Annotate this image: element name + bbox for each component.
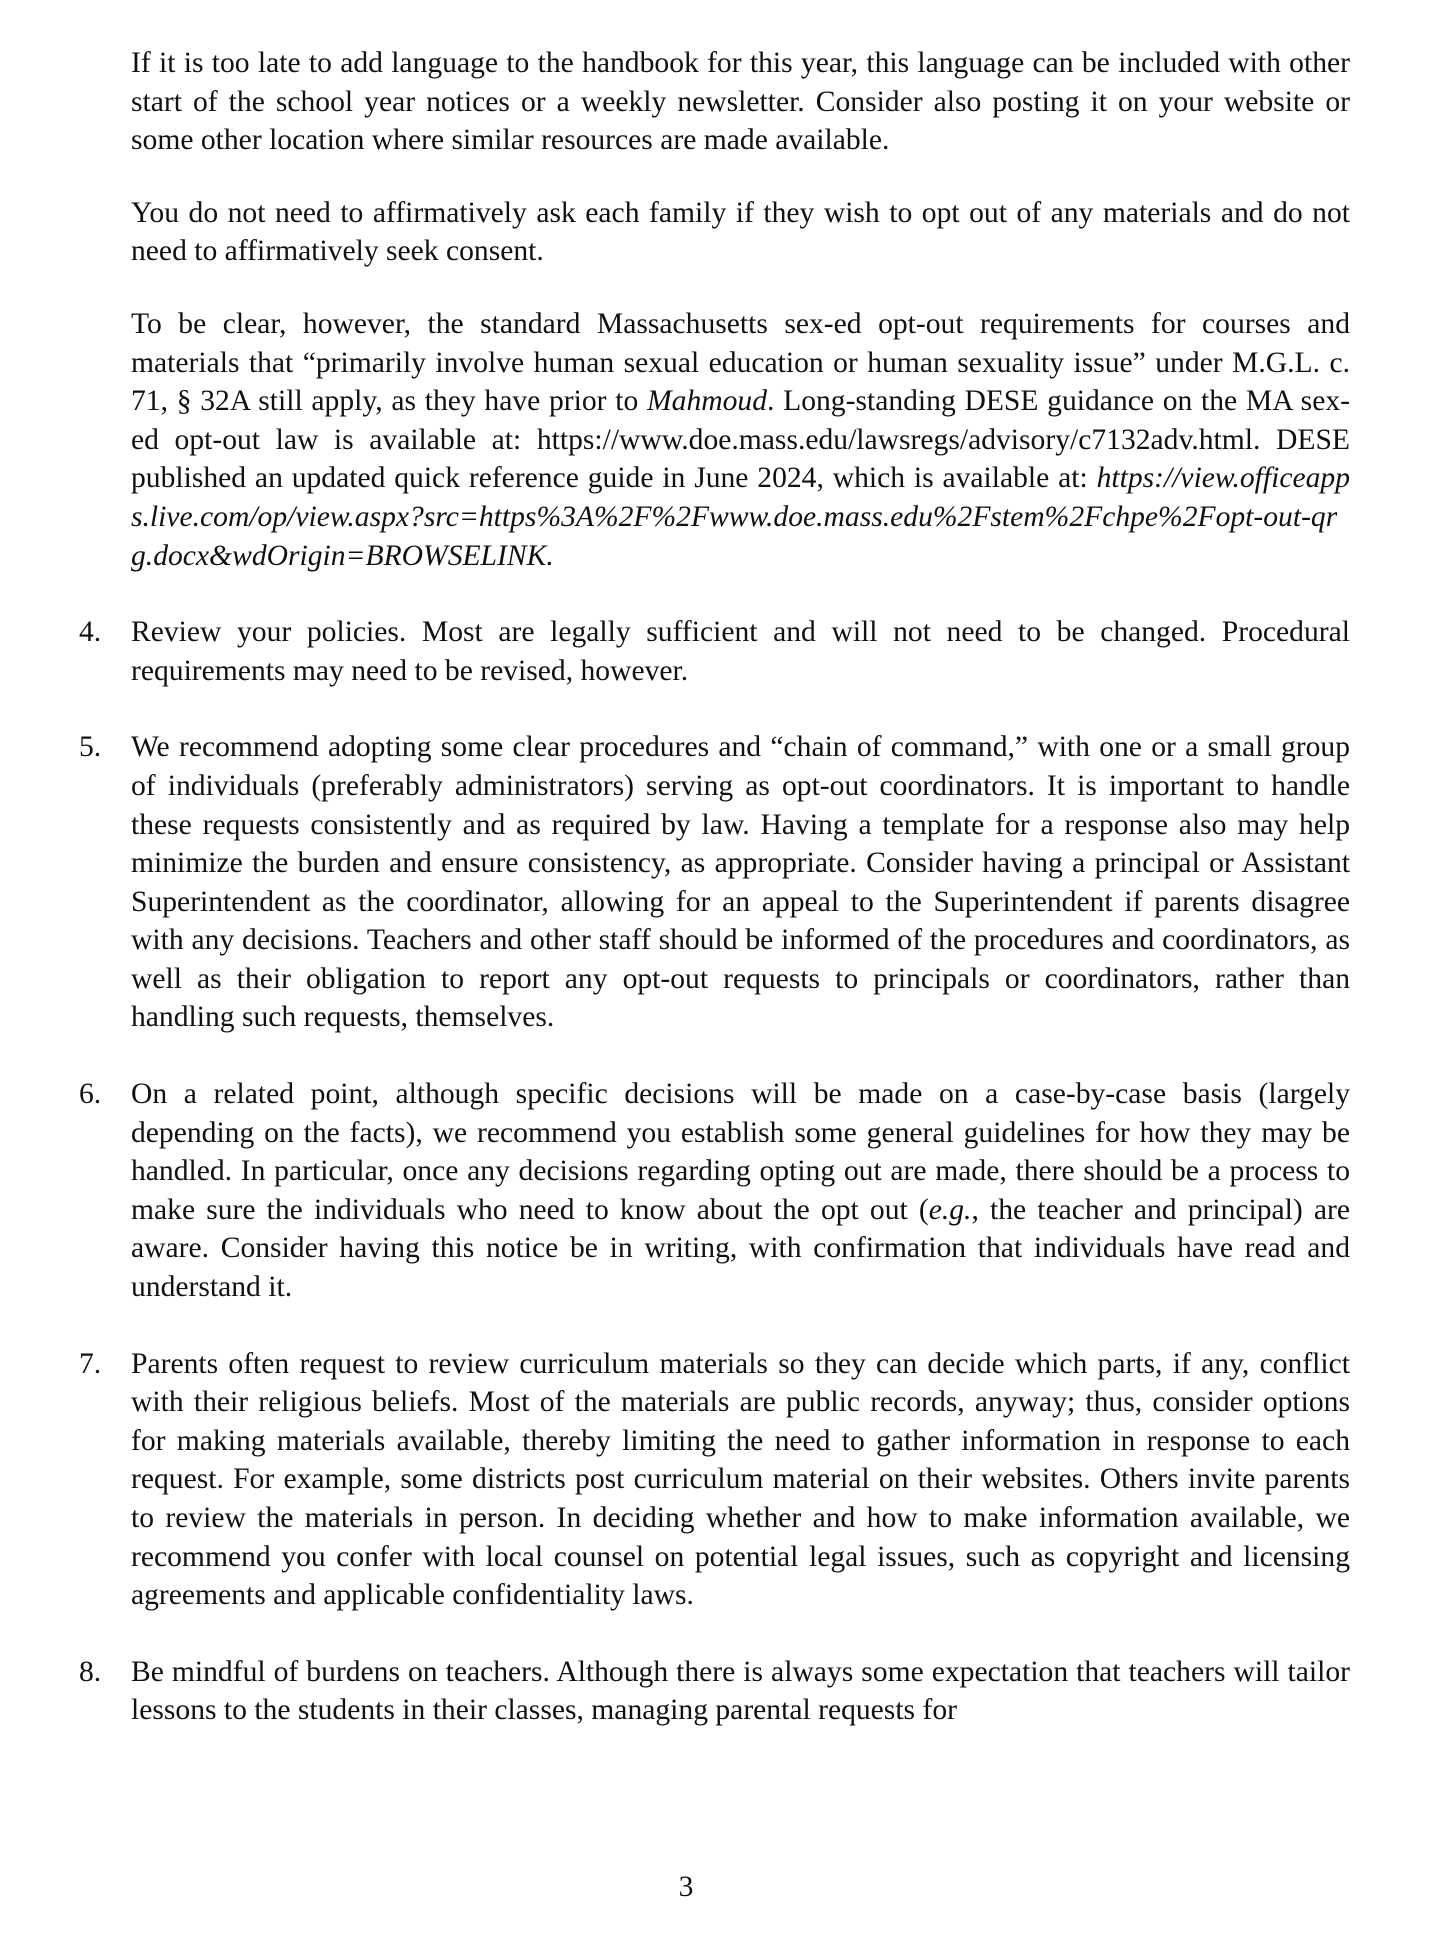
list-number: 8. <box>79 1655 102 1688</box>
list-item-6 <box>79 1075 1350 1307</box>
intro-paragraph-handbook: If it is too late to add language to the handbook for this year, this language can be included with other start of the school year notices or a weekly newsletter. Consider also posting it on your website or some other location where similar resources are made available. <box>131 47 1350 157</box>
list-item-5 <box>79 728 1350 1037</box>
list-number: 5. <box>79 731 102 764</box>
list-item-text-before: On a related point, although specific decisions will be made on a case-by-case basis (largely depending on the facts), we recommend you establish some general guidelines for how they may be handled. In particular, once any decisions regarding opting out are made, there should be a process to make sure the individuals who need to know about the opt out ( <box>131 1078 1350 1226</box>
list-item-text-after: , the teacher and principal) are aware. Consider having this notice be in writing, with confirmation that individuals have read and understand it. <box>131 1193 1350 1304</box>
sexed-text-part1: To be clear, however, the standard Massachusetts sex-ed opt-out requirements for courses and materials that “primarily involve human sexual education or human sexuality issue” under M.G.L. c. 71, § 32A still apply, as they have prior to <box>131 307 1350 418</box>
list-number: 7. <box>79 1347 102 1380</box>
list-item-text: We recommend adopting some clear procedures and “chain of command,” with one or a small group of individuals (preferably administrators) serving as opt-out coordinators. It is important to handle these requests consistently and as required by law. Having a template for a response also may help minimize the burden and ensure consistency, as appropriate. Consider having a principal or Assistant Superintendent as the coordinator, allowing for an appeal to the Superintendent if parents disagree with any decisions. Teachers and other staff should be informed of the procedures and coordinators, as well as their obligation to report any opt-out requests to principals or coordinators, rather than handling such requests, themselves. <box>131 731 1350 1034</box>
list-item-7 <box>79 1345 1350 1615</box>
list-item-text: Be mindful of burdens on teachers. Although there is always some expectation that teachers will tailor lessons to the students in their classes, managing parental requests for <box>131 1655 1350 1727</box>
list-item-italic-eg: e.g. <box>928 1193 972 1226</box>
recommendations-list <box>79 613 1350 1730</box>
intro-paragraph-no-consent: You do not need to affirmatively ask each family if they wish to opt out of any materials and do not need to affirmatively seek consent. <box>131 196 1350 268</box>
page-body <box>79 44 1350 1768</box>
quick-reference-guide-link[interactable]: https://view.officeapps.live.com/op/view.aspx?src=https%3A%2F%2Fwww.doe.mass.edu%2Fstem%2Fchpe%2Fopt-out-qrg.docx&wdOrigin=BROWSELINK. <box>131 462 1350 572</box>
list-item-text: Review your policies. Most are legally sufficient and will not need to be changed. Procedural requirements may need to be revised, however. <box>131 616 1350 687</box>
list-number: 4. <box>79 616 102 649</box>
list-item-text: Parents often request to review curriculum materials so they can decide which parts, if any, conflict with their religious beliefs. Most of the materials are public records, anyway; thus, consider options for making materials available, thereby limiting the need to gather information in response to each request. For example, some districts post curriculum material on their websites. Others invite parents to review the materials in person. In deciding whether and how to make information available, we recommend you confer with local counsel on potential legal issues, such as copyright and licensing agreements and applicable confidentiality laws. <box>131 1347 1350 1612</box>
case-name-mahmoud: Mahmoud <box>647 385 768 418</box>
list-item-4 <box>79 613 1350 690</box>
list-item-8 <box>79 1653 1350 1730</box>
sexed-text-part2: . Long-standing DESE guidance on the MA sex-ed opt-out law is available at: https://www.doe.mass.edu/lawsregs/advisory/c7132adv.html. DESE published an updated quick reference guide in June 2024, which is available at: <box>131 385 1350 495</box>
sexed-optout-paragraph <box>131 305 1350 575</box>
list-number: 6. <box>79 1078 102 1111</box>
page-number: 3 <box>678 1871 694 1903</box>
